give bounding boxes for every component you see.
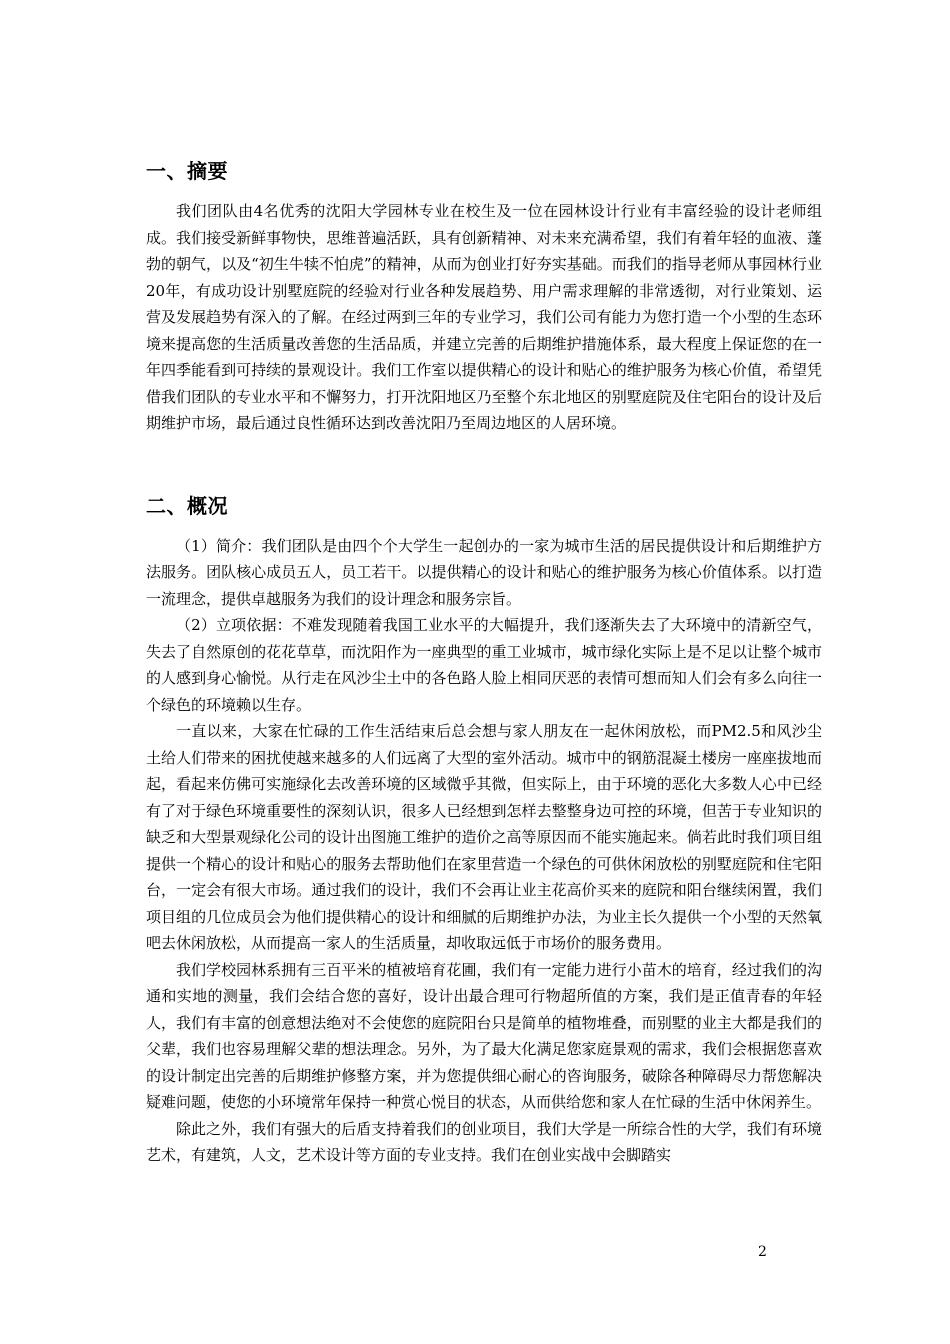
overview-paragraph-basis: （2）立项依据：不难发现随着我国工业水平的大幅提升，我们逐渐失去了大环境中的清新空气，失去了自然原创的花花草草，而沈阳作为一座典型的重工业城市，城市绿化实际上是不足以让整个城市的人感到身心愉悦。从行走在风沙尘土中的各色路人脸上相同厌恶的表情可想而知人们会有多么向往一个绿色的环境赖以生存。 <box>146 616 822 714</box>
section-abstract <box>146 150 822 437</box>
page-content <box>146 150 822 1169</box>
section-heading-overview: 二、概况 <box>146 493 228 518</box>
overview-paragraph-support: 除此之外，我们有强大的后盾支持着我们的创业项目，我们大学是一所综合性的大学，我们有环境艺术，有建筑，人文，艺术设计等方面的专业支持。我们在创业实战中会脚踏实 <box>146 1119 822 1164</box>
overview-paragraph-market: 一直以来，大家在忙碌的工作生活结束后总会想与家人朋友在一起休闲放松，而PM2.5和风沙尘土给人们带来的困扰使越来越多的人们远离了大型的室外活动。城市中的钢筋混凝土楼房一座座拔地而起，看起来仿佛可实施绿化去改善环境的区域微乎其微，但实际上，由于环境的恶化大多数人心中已经有了对于绿色环境重要性的深刻认识，很多人已经想到怎样去整整身边可控的环境，但苦于专业知识的缺乏和大型景观绿化公司的设计出图施工维护的造价之高等原因而不能实施起来。倘若此时我们项目组提供一个精心的设计和贴心的服务去帮助他们在家里营造一个绿色的可供休闲放松的别墅庭院和住宅阳台，一定会有很大市场。通过我们的设计，我们不会再让业主花高价买来的庭院和阳台继续闲置，我们项目组的几位成员会为他们提供精心的设计和细腻的后期维护办法，为业主长久提供一个小型的天然氧吧去休闲放松，从而提高一家人的生活质量，却收取远低于市场价的服务费用。 <box>146 722 822 952</box>
section-overview <box>146 485 822 1169</box>
abstract-paragraph: 我们团队由4名优秀的沈阳大学园林专业在校生及一位在园林设计行业有丰富经验的设计老师组成。我们接受新鲜事物快，思维普遍活跃，具有创新精神、对未来充满希望，我们有着年轻的血液、蓬勃的朝气，以及“初生牛犊不怕虎”的精神，从而为创业打好夯实基础。而我们的指导老师从事园林行业20年，有成功设计别墅庭院的经验对行业各种发展趋势、用户需求理解的非常透彻，对行业策划、运营及发展趋势有深入的了解。在经过两到三年的专业学习，我们公司有能力为您打造一个小型的生态环境来提高您的生活质量改善您的生活品质，并建立完善的后期维护措施体系，最大程度上保证您的在一年四季能看到可持续的景观设计。我们工作室以提供精心的设计和贴心的维护服务为核心价值，希望凭借我们团队的专业水平和不懈努力，打开沈阳地区乃至整个东北地区的别墅庭院及住宅阳台的设计及后期维护市场，最后通过良性循环达到改善沈阳乃至周边地区的人居环境。 <box>146 202 822 432</box>
page-number: 2 <box>758 1244 767 1260</box>
overview-paragraph-capability: 我们学校园林系拥有三百平米的植被培育花圃，我们有一定能力进行小苗木的培育，经过我们的沟通和实地的测量，我们会结合您的喜好，设计出最合理可行物超所值的方案，我们是正值青春的年轻人，我们有丰富的创意想法绝对不会使您的庭院阳台只是简单的植物堆叠，而别墅的业主大都是我们的父辈，我们也容易理解父辈的想法理念。另外，为了最大化满足您家庭景观的需求，我们会根据您喜欢的设计制定出完善的后期维护修整方案，并为您提供细心耐心的咨询服务，破除各种障碍尽力帮您解决疑难问题，使您的小环境常年保持一种赏心悦目的状态，从而供给您和家人在忙碌的生活中休闲养生。 <box>146 960 822 1111</box>
overview-paragraph-intro: （1）简介：我们团队是由四个个大学生一起创办的一家为城市生活的居民提供设计和后期维护方法服务。团队核心成员五人，员工若干。以提供精心的设计和贴心的维护服务为核心价值体系。以打造一流理念，提供卓越服务为我们的设计理念和服务宗旨。 <box>146 536 822 608</box>
section-heading-abstract: 一、摘要 <box>146 159 228 183</box>
